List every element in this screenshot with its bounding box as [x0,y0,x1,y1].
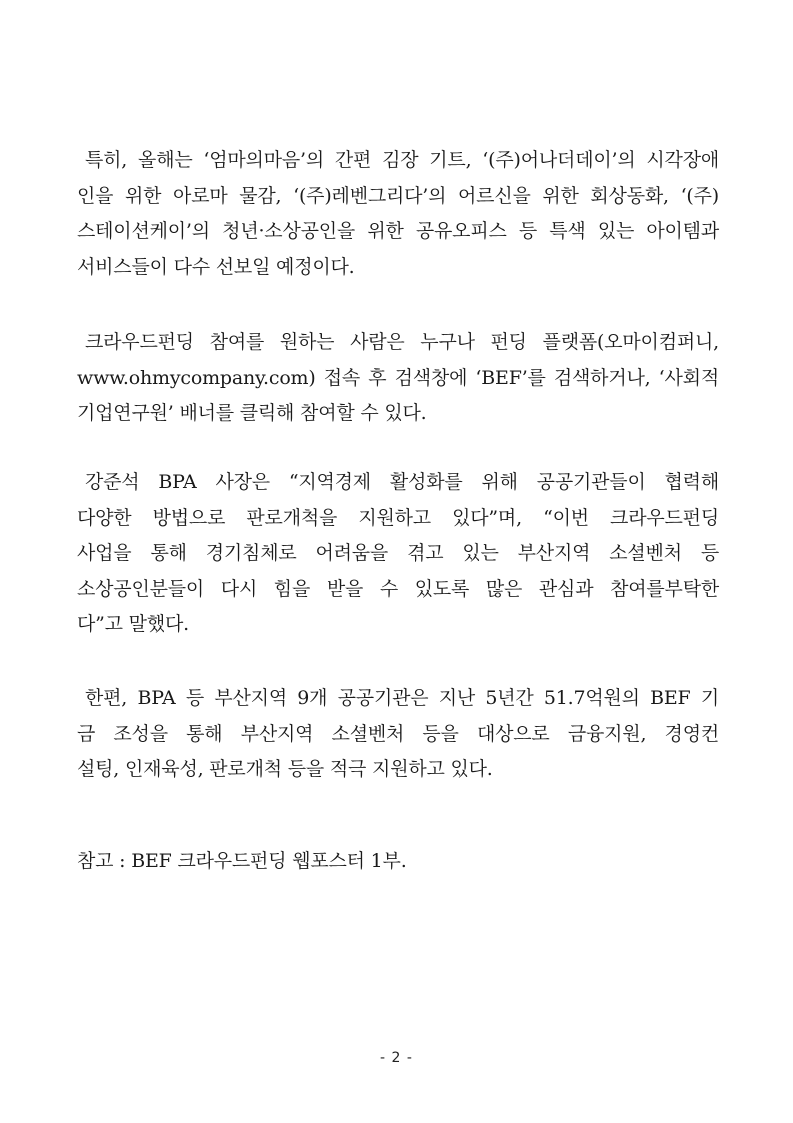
text-line: 다”고 말했다. [77,613,189,635]
paragraph-president-quote [77,465,719,643]
text-line: 서비스들이 다수 선보일 예정이다. [77,255,355,278]
text-line: 참고 : BEF 크라우드펀딩 웹포스터 1부. [77,850,407,872]
text-line: 인을 위한 아로마 물감, ‘(주)레벤그리다’의 어르신을 위한 회상동화, ‘(주) [77,184,719,207]
text-line: www.ohmycompany.com) 접속 후 검색창에 ‘BEF’를 검색하거나, ‘사회적 [77,366,719,389]
text-line: 사업을 통해 경기침체로 어려움을 겪고 있는 부산지역 소셜벤처 등 [77,542,719,564]
text-line: 기업연구원’ 배너를 클릭해 참여할 수 있다. [77,402,427,424]
text-line: 한편, BPA 등 부산지역 9개 공공기관은 지난 5년간 51.7억원의 BEF 기 [85,687,719,709]
text-line: 금 조성을 통해 부산지역 소셜벤처 등을 대상으로 금융지원, 경영컨 [77,722,719,745]
paragraph-featured-items [77,143,719,285]
text-line: 강준석 BPA 사장은 “지역경제 활성화를 위해 공공기관들이 협력해 [85,471,719,493]
text-line: 소상공인분들이 다시 힘을 받을 수 있도록 많은 관심과 참여를부탁한 [77,577,719,600]
paragraph-how-to-participate [77,325,719,432]
text-line: 특히, 올해는 ‘엄마의마음’의 간편 김장 기트, ‘(주)어나더데이’의 시각장애 [85,149,719,171]
page-number: - 2 - [380,1050,413,1066]
text-line: 다양한 방법으로 판로개척을 지원하고 있다”며, “이번 크라우드펀딩 [77,506,719,529]
paragraph-reference-note [77,844,719,880]
text-line: 크라우드펀딩 참여를 원하는 사람은 누구나 펀딩 플랫폼(오마이컴퍼니, [85,331,719,353]
text-line: 스테이션케이’의 청년·소상공인을 위한 공유오피스 등 특색 있는 아이템과 [77,220,719,242]
text-line: 설팅, 인재육성, 판로개척 등을 적극 지원하고 있다. [77,758,493,780]
paragraph-fund-background [77,681,719,788]
